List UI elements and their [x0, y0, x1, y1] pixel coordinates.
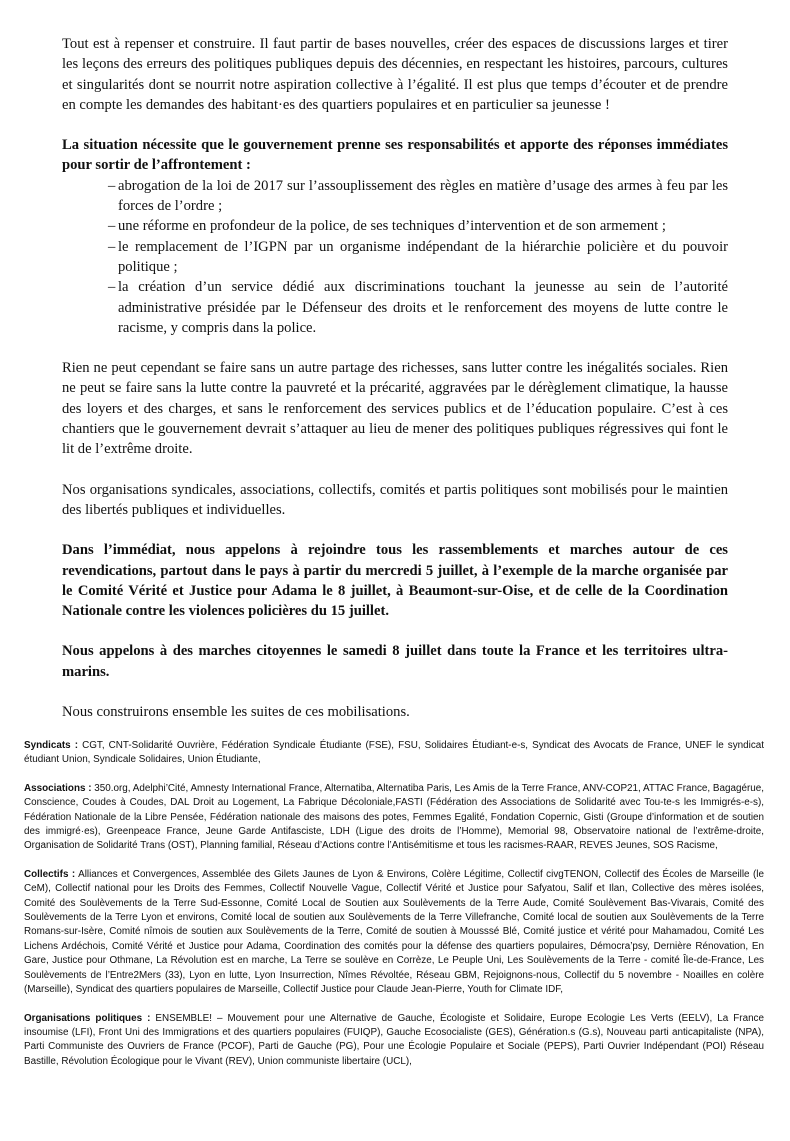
intro-paragraph: Tout est à repenser et construire. Il faut partir de bases nouvelles, créer des espaces de discussions larges et tirer les leçons des erreurs des politiques publiques depuis des décennies, en respectant les histoires, parcours, cultures et singularités dont se nourrit notre aspiration collective à l’égalité. Il est plus que temps d’écouter et de prendre en compte les demandes des habitant·es des quartiers populaires et en particulier sa jeunesse ! [62, 36, 728, 113]
main-text [62, 34, 728, 722]
closing-line: Nous construirons ensemble les suites de ces mobilisations. [62, 704, 410, 721]
partis-block [24, 1012, 764, 1070]
call-marches: Nous appelons à des marches citoyennes le samedi 8 juillet dans toute la France et les territoires ultra-marins. [62, 643, 728, 680]
inequality-paragraph: Rien ne peut cependant se faire sans un autre partage des richesses, sans lutter contre les inégalités sociales. Rien ne peut se faire sans la lutte contre la pauvreté et la précarité, aggravées par le dérèglement climatique, la hausse des loyers et des charges, et sans le renforcement des services publics et de l’éducation populaire. C’est à ces chantiers que le gouvernement devrait s’attaquer au lieu de mener des politiques publiques régressives qui font le lit de l’extrême droite. [62, 360, 728, 458]
demands-intro: La situation nécessite que le gouvernement prenne ses responsabilités et apporte des réponses immédiates pour sortir de l’affrontement : [62, 137, 728, 174]
associations-list: 350.org, Adelphi’Cité, Amnesty International France, Alternatiba, Alternatiba Paris, Les Amis de la Terre France, ANV-COP21, ATTAC France, Bagagérue, Conscience, Coudes à Coudes, DAL Droit au Logement, La Fabrique Décoloniale,FASTI (Fédération des Associations de Solidarité avec Tou-te-s les Immigrés-e-s), Fédération Nationale de la Libre Pensée, Fédération nationale des maisons des potes, Femmes Egalité, Fondation Copernic, Gisti (Groupe d’information et de soutien des immigré·es), Greenpeace France, Jeune Garde Antifasciste, LDH (Ligue des droits de l’Homme), Memorial 98, Observatoire national de l’extrême-droite, Organisation de Solidarité Trans (OST), Planning familial, Réseau d’Actions contre l’Antisémitisme et tous les racismes-RAAR, REVES Jeunes, SOS Racisme, [24, 782, 764, 852]
demand-item: – abrogation de la loi de 2017 sur l’assouplissement des règles en matière d’usage des armes à feu par les forces de l’ordre ; [108, 177, 728, 215]
partis-list: ENSEMBLE! – Mouvement pour une Alternative de Gauche, Écologiste et Solidaire, Europe Ecologie Les Verts (EELV), La France insoumise (LFI), Front Uni des Immigrations et des quartiers populaires (FUIQP), Gauche Ecosocialiste (GES), Génération.s (G.s), Nouveau parti anticapitaliste (NPA), Parti Communiste des Ouvriers de France (PCOF), Parti de Gauche (PG), Pour une Écologie Populaire et Sociale (PEPS), Parti Ouvrier Indépendant (POI) Réseau Bastille, Révolution Écologique pour le Vivant (REV), Union communiste libertaire (UCL), [24, 1012, 764, 1067]
associations-label: Associations : [24, 782, 92, 794]
collectifs-label: Collectifs : [24, 868, 76, 880]
syndicats-list: CGT, CNT-Solidarité Ouvrière, Fédération Syndicale Étudiante (FSE), FSU, Solidaires Étudiant-e-s, Syndicat des Avocats de France, UNEF le syndicat étudiant Union, Syndicale Solidaires, Union Étudiante, [24, 740, 764, 766]
collectifs-list: Alliances et Convergences, Assemblée des Gilets Jaunes de Lyon & Environs, Colère Légitime, Collectif civgTENON, Collectif des Écoles de Marseille (le CeM), Collectif national pour les Droits des Femmes, Collectif Nouvelle Vague, Collectif Vérité et Justice pour Safyatou, Salif et Ilan, Collective des mères isolées, Comité des Soulèvements de la Terre Sud-Essonne, Comité Local de Soutien aux Soulèvements de la Terre Aude, Comité Soulèvement Bas-Vivarais, Comité des Soulèvements de la Terre Lyon et environs, Comité local de soutien aux Soulèvements de la Terre Villefranche, Comité local de soutien aux Soulèvements de la Terre Romans-sur-Isère, Comité nîmois de soutien aux Soulèvements de la Terre, Comité de soutien à Mousssé Blé, Comité justice et vérité pour Mahamadou, Comité Les Lichens Ardéchois, Comité Vérité et Justice pour Adama, Coordination des comités pour la défense des quartiers populaires, Démocra’psy, Dernière Rénovation, En Gare, Justice pour Othmane, La Révolution est en marche, La Terre se soulève en Corrèze, Le Peuple Uni, Les Soulèvements de la Terre - comité Île-de-France, Les Soulèvements de l’Entre2Mers (33), Lyon en lutte, Lyon Insurrection, Nîmes Révoltée, Réseau GBM, Rejoignons-nous, Collectif du 5 novembre - Noailles en colère (Marseille), Syndicat des quartiers populaires de Marseille, Collectif Justice pour Claude Jean-Pierre, Youth for Climate IDF, [24, 868, 764, 996]
demands-list [62, 176, 728, 338]
demand-item: – la création d’un service dédié aux discriminations touchant la jeunesse au sein de l’autorité administrative présidée par le Défenseur des droits et le renforcement des moyens de lutte contre le racisme, y compris dans la police. [108, 279, 728, 336]
signatories [24, 739, 764, 1083]
collectifs-block [24, 868, 764, 998]
demand-item: – une réforme en profondeur de la police, de ses techniques d’intervention et de son armement ; [108, 218, 666, 235]
mobilisation-paragraph: Nos organisations syndicales, associations, collectifs, comités et partis politiques sont mobilisés pour le maintien des libertés publiques et individuelles. [62, 481, 728, 518]
partis-label: Organisations politiques : [24, 1012, 151, 1024]
syndicats-block [24, 739, 764, 768]
call-immediate: Dans l’immédiat, nous appelons à rejoindre tous les rassemblements et marches autour de ces revendications, partout dans le pays à partir du mercredi 5 juillet, à l’exemple de la marche organisée par le Comité Vérité et Justice pour Adama le 8 juillet, à Beaumont-sur-Oise, et de celle de la Coordination Nationale contre les violences policières du 15 juillet. [62, 542, 728, 620]
associations-block [24, 782, 764, 854]
syndicats-label: Syndicats : [24, 740, 79, 751]
demand-item: – le remplacement de l’IGPN par un organisme indépendant de la hiérarchie policière et du pouvoir politique ; [108, 238, 728, 275]
